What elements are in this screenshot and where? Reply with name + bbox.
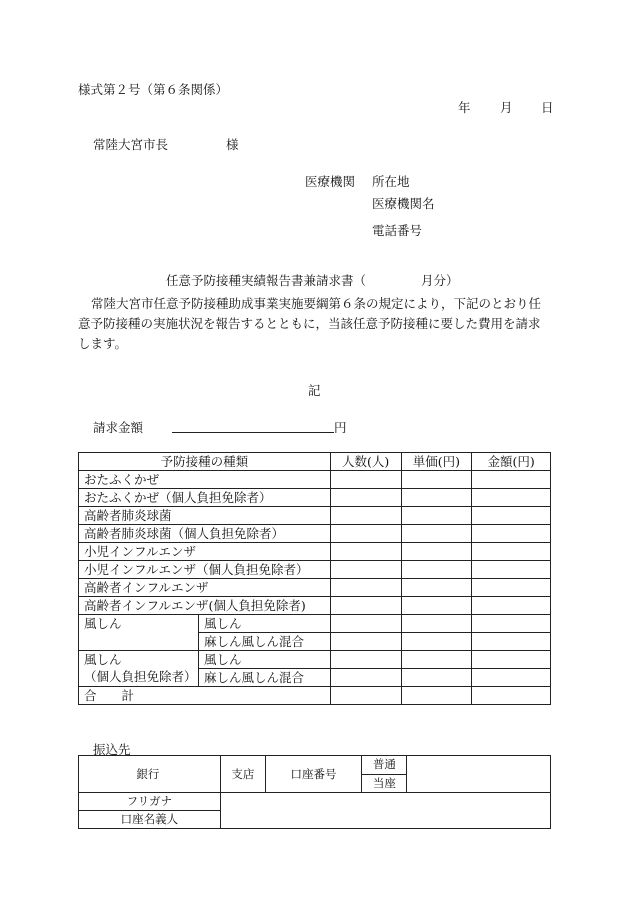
row-label: 高齢者肺炎球菌（個人負担免除者） <box>79 525 331 543</box>
futsu-option[interactable]: 普通 <box>362 756 407 775</box>
bank-cell[interactable] <box>79 756 255 793</box>
table-row <box>79 543 551 561</box>
institution-name-label: 医療機関名 <box>372 196 435 211</box>
table-row <box>79 561 551 579</box>
amount-cell[interactable] <box>472 597 551 615</box>
form-number: 様式第２号（第６条関係） <box>78 82 229 97</box>
unit-price-cell[interactable] <box>401 507 472 525</box>
amount-cell[interactable] <box>472 633 551 651</box>
amount-cell[interactable] <box>472 615 551 633</box>
unit-price-cell[interactable] <box>401 489 472 507</box>
addressee-honorific: 様 <box>226 137 239 152</box>
branch-label: 支店 <box>231 766 255 781</box>
ki-heading: 記 <box>308 383 321 398</box>
row-label: 高齢者インフルエンザ(個人負担免除者) <box>79 597 331 615</box>
transfer-label: 振込先 <box>93 742 131 757</box>
fushin-exempt-line2: （個人負担免除者） <box>84 669 197 684</box>
claim-amount-label: 請求金額 <box>93 420 144 435</box>
table-row <box>79 615 551 633</box>
header-amount: 金額(円) <box>472 453 551 471</box>
table-header-row <box>79 453 551 471</box>
persons-cell[interactable] <box>330 633 401 651</box>
amount-cell[interactable] <box>472 489 551 507</box>
persons-cell[interactable] <box>330 651 401 669</box>
persons-cell[interactable] <box>330 489 401 507</box>
row-label: 小児インフルエンザ <box>79 543 331 561</box>
amount-cell[interactable] <box>472 561 551 579</box>
furigana-label: フリガナ <box>79 793 221 811</box>
date-month: 月 <box>500 100 513 115</box>
unit-price-cell[interactable] <box>401 579 472 597</box>
total-label: 合 計 <box>79 687 331 705</box>
unit-price-cell[interactable] <box>401 615 472 633</box>
amount-cell[interactable] <box>472 579 551 597</box>
fushin-sub-label: 風しん <box>198 615 330 633</box>
total-persons-cell[interactable] <box>330 687 401 705</box>
fushin-exempt-group-label <box>79 651 199 687</box>
fushin-exempt-sub-label: 風しん <box>198 651 330 669</box>
header-unit-price: 単価(円) <box>401 453 472 471</box>
date-day: 日 <box>541 100 554 115</box>
table-row <box>79 579 551 597</box>
fushin-group-label: 風しん <box>79 615 199 651</box>
persons-cell[interactable] <box>330 561 401 579</box>
unit-price-cell[interactable] <box>401 561 472 579</box>
row-label: 高齢者肺炎球菌 <box>79 507 331 525</box>
amount-cell[interactable] <box>472 507 551 525</box>
row-label: 小児インフルエンザ（個人負担免除者） <box>79 561 331 579</box>
address-label: 所在地 <box>372 174 410 189</box>
claim-amount-blank <box>172 432 334 433</box>
table-row <box>79 507 551 525</box>
amount-cell[interactable] <box>472 471 551 489</box>
table-row <box>79 471 551 489</box>
unit-price-cell[interactable] <box>401 597 472 615</box>
amount-cell[interactable] <box>472 651 551 669</box>
account-number-input[interactable] <box>407 756 551 793</box>
unit-price-cell[interactable] <box>401 669 472 687</box>
addressee-name: 常陸大宮市長 <box>93 137 169 152</box>
fushin-exempt-sub-label: 麻しん風しん混合 <box>198 669 330 687</box>
persons-cell[interactable] <box>330 525 401 543</box>
bank-table <box>78 755 551 829</box>
persons-cell[interactable] <box>330 507 401 525</box>
bank-label: 銀行 <box>136 766 160 781</box>
fushin-exempt-line1: 風しん <box>84 652 122 667</box>
table-row <box>79 525 551 543</box>
phone-label: 電話番号 <box>372 223 423 238</box>
persons-cell[interactable] <box>330 597 401 615</box>
holder-label: 口座名義人 <box>79 811 221 829</box>
persons-cell[interactable] <box>330 579 401 597</box>
account-number-label: 口座番号 <box>265 756 362 793</box>
header-vaccine-type: 予防接種の種類 <box>79 453 331 471</box>
claim-amount-unit: 円 <box>334 420 347 435</box>
body-text: 常陸大宮市任意予防接種助成事業実施要綱第６条の規定により，下記のとおり任意予防接種の実施状況を報告するとともに，当該任意予防接種に要した費用を請求します。 <box>78 296 542 351</box>
table-row <box>79 597 551 615</box>
row-label: 高齢者インフルエンザ <box>79 579 331 597</box>
unit-price-cell[interactable] <box>401 651 472 669</box>
amount-cell[interactable] <box>472 525 551 543</box>
amount-cell[interactable] <box>472 669 551 687</box>
unit-price-cell[interactable] <box>401 543 472 561</box>
amount-cell[interactable] <box>472 543 551 561</box>
persons-cell[interactable] <box>330 615 401 633</box>
table-row <box>79 489 551 507</box>
institution-label: 医療機関 <box>305 174 356 189</box>
bank-row <box>79 756 551 775</box>
document-title-suffix: 月分） <box>421 273 459 288</box>
toza-option[interactable]: 当座 <box>362 774 407 793</box>
table-total-row <box>79 687 551 705</box>
vaccination-table <box>78 452 551 705</box>
unit-price-cell[interactable] <box>401 525 472 543</box>
persons-cell[interactable] <box>330 669 401 687</box>
document-title: 任意予防接種実績報告書兼請求書（ <box>166 273 367 288</box>
total-amount-cell[interactable] <box>472 687 551 705</box>
unit-price-cell[interactable] <box>401 471 472 489</box>
persons-cell[interactable] <box>330 471 401 489</box>
row-label: おたふくかぜ <box>79 471 331 489</box>
table-row <box>79 651 551 669</box>
row-label: おたふくかぜ（個人負担免除者） <box>79 489 331 507</box>
account-holder-input[interactable] <box>220 793 550 829</box>
persons-cell[interactable] <box>330 543 401 561</box>
header-persons: 人数(人) <box>330 453 401 471</box>
total-unit-price-cell[interactable] <box>401 687 472 705</box>
furigana-row <box>79 793 551 811</box>
unit-price-cell[interactable] <box>401 633 472 651</box>
date-year: 年 <box>458 100 471 115</box>
fushin-sub-label: 麻しん風しん混合 <box>198 633 330 651</box>
